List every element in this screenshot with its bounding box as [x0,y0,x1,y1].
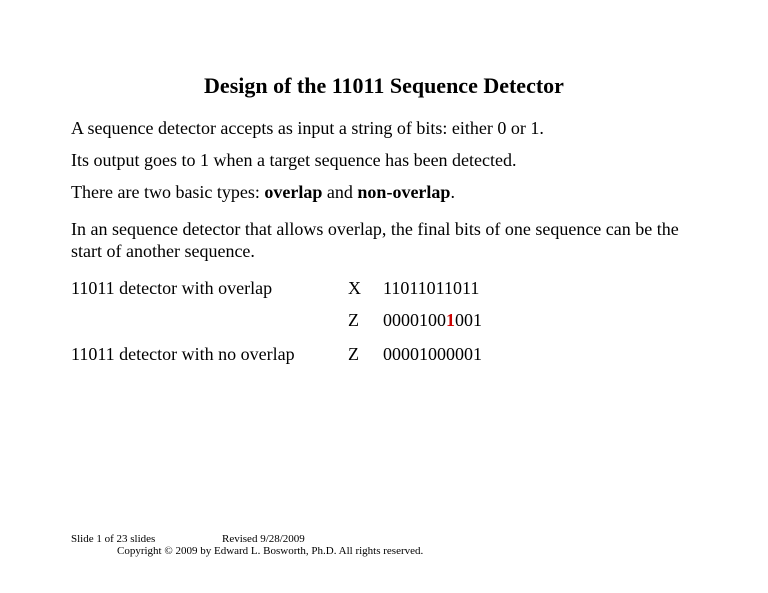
bits-highlight: 1 [446,310,455,330]
example-variable: Z [348,344,359,364]
types-non-overlap: non-overlap [357,182,451,202]
paragraph-types [71,181,711,203]
example-label: 11011 detector with overlap [71,278,273,298]
bits-after: 001 [455,310,482,330]
example-label: 11011 detector with no overlap [71,344,295,364]
example-bits: 11011011011 [383,278,480,298]
example-variable: X [348,278,361,298]
example-bits [383,309,482,331]
paragraph-overlap-explanation: In an sequence detector that allows overlap, the final bits of one sequence can be the start of another sequence. [71,219,679,261]
types-suffix: . [450,182,455,202]
footer-copyright: Copyright © 2009 by Edward L. Bosworth, Ph.D. All rights reserved. [117,545,424,557]
footer-slide-count: Slide 1 of 23 slides [71,533,156,545]
bits-before: 0000100 [383,310,446,330]
example-variable: Z [348,310,359,330]
paragraph-output: Its output goes to 1 when a target sequence has been detected. [71,150,517,170]
types-and: and [322,182,358,202]
paragraph-definition: A sequence detector accepts as input a string of bits: either 0 or 1. [71,118,544,138]
slide-title: Design of the 11011 Sequence Detector [204,73,564,98]
footer-revised: Revised 9/28/2009 [222,533,305,545]
example-bits: 00001000001 [383,344,482,364]
types-overlap: overlap [264,182,323,202]
types-prefix: There are two basic types: [71,182,265,202]
